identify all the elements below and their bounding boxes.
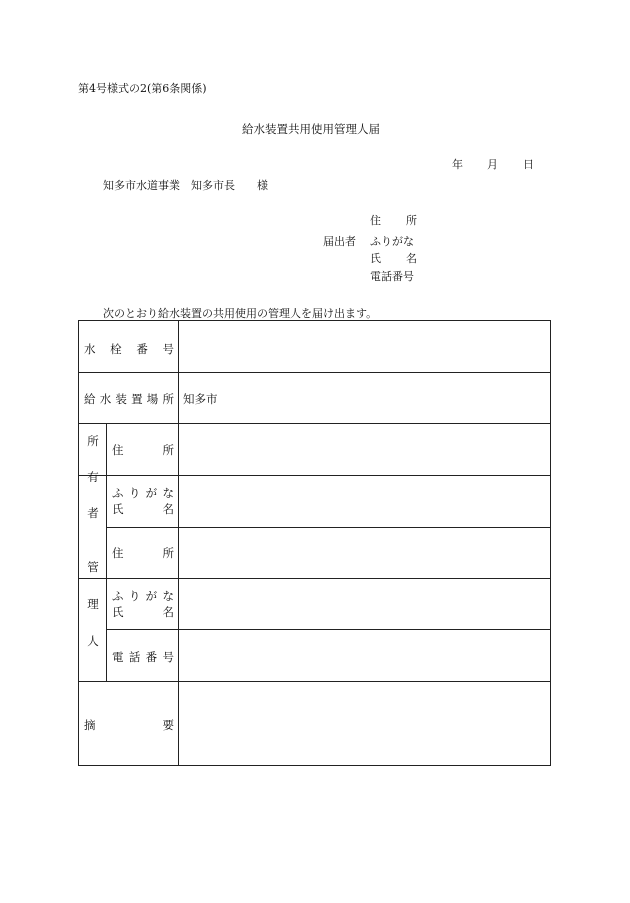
location-value[interactable]: 知多市 <box>183 392 218 406</box>
group-divider <box>106 423 107 681</box>
remarks-input[interactable] <box>179 682 550 765</box>
addressee: 知多市水道事業 知多市長 様 <box>103 179 268 192</box>
applicant-address-label: 住 所 <box>370 214 417 227</box>
date-month-label: 月 <box>487 158 498 171</box>
applicant-label: 届出者 <box>323 235 356 248</box>
applicant-furigana-label: ふりがな <box>370 235 414 248</box>
manager-address-input[interactable] <box>179 528 550 578</box>
row-divider <box>79 372 550 373</box>
owner-name-label: 氏 名 <box>112 502 174 516</box>
manager-name-input[interactable] <box>179 579 550 629</box>
hydrant-number-label: 水 栓 番 号 <box>84 342 174 356</box>
manager-phone-label: 電 話 番 号 <box>112 650 174 664</box>
date-year-label: 年 <box>452 158 463 171</box>
manager-address-label: 住 所 <box>112 546 174 560</box>
manager-group-label: 管 理 人 <box>87 560 99 648</box>
date-day-label: 日 <box>523 158 534 171</box>
applicant-phone-label: 電話番号 <box>370 270 414 283</box>
manager-furigana-label: ふ り が な <box>112 589 174 603</box>
owner-address-label: 住 所 <box>112 443 174 457</box>
owner-name-input[interactable] <box>179 476 550 527</box>
form-title: 給水装置共用使用管理人届 <box>242 122 380 136</box>
applicant-name-label: 氏 名 <box>370 252 417 265</box>
form-number: 第4号様式の2(第6条関係) <box>78 82 207 95</box>
form-table <box>78 320 551 766</box>
manager-phone-input[interactable] <box>179 630 550 681</box>
hydrant-number-input[interactable] <box>179 321 550 372</box>
owner-group-label: 所 有 者 <box>87 434 99 520</box>
remarks-label: 摘 要 <box>84 718 174 732</box>
manager-name-label: 氏 名 <box>112 605 174 619</box>
location-label: 給 水 装 置 場 所 <box>84 392 174 406</box>
owner-address-input[interactable] <box>179 424 550 475</box>
intro-text: 次のとおり給水装置の共用使用の管理人を届け出ます。 <box>103 307 378 320</box>
owner-furigana-label: ふ り が な <box>112 486 174 500</box>
